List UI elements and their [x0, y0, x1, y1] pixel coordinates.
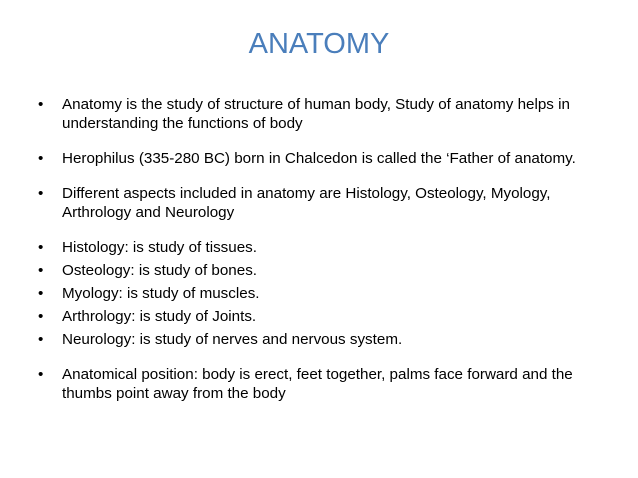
bullet-dot-icon: • — [38, 366, 44, 383]
bullet-item — [36, 284, 616, 303]
bullet-text: Different aspects included in anatomy are Histology, Osteology, Myology, Arthrology and Neurology — [62, 185, 551, 221]
bullet-text: Osteology: is study of bones. — [62, 262, 258, 279]
bullet-dot-icon: • — [38, 285, 44, 302]
bullet-dot-icon: • — [38, 262, 44, 279]
bullet-dot-icon: • — [38, 331, 44, 348]
bullet-dot-icon: • — [38, 185, 44, 202]
bullet-text: Histology: is study of tissues. — [62, 239, 257, 256]
bullet-item — [36, 238, 616, 257]
bullet-item — [36, 365, 616, 403]
bullet-dot-icon: • — [38, 96, 44, 113]
bullet-text: Anatomical position: body is erect, feet together, palms face forward and the thumbs point away from the body — [62, 366, 573, 402]
bullet-dot-icon: • — [38, 150, 44, 167]
bullet-text: Neurology: is study of nerves and nervous system. — [62, 331, 403, 348]
bullet-text: Myology: is study of muscles. — [62, 285, 260, 302]
bullet-dot-icon: • — [38, 239, 44, 256]
bullet-text: Anatomy is the study of structure of human body, Study of anatomy helps in understanding the functions of body — [62, 96, 570, 132]
bullet-item — [36, 149, 616, 168]
bullet-item — [36, 261, 616, 280]
bullet-text: Arthrology: is study of Joints. — [62, 308, 257, 325]
bullet-dot-icon: • — [38, 308, 44, 325]
bullet-item — [36, 95, 616, 133]
bullet-item — [36, 330, 616, 349]
bullet-item — [36, 184, 616, 222]
bullet-item — [36, 307, 616, 326]
bullet-list — [36, 95, 616, 403]
bullet-text: Herophilus (335-280 BC) born in Chalcedon is called the ‘Father of anatomy. — [62, 150, 576, 167]
slide-title: ANATOMY — [248, 28, 390, 60]
